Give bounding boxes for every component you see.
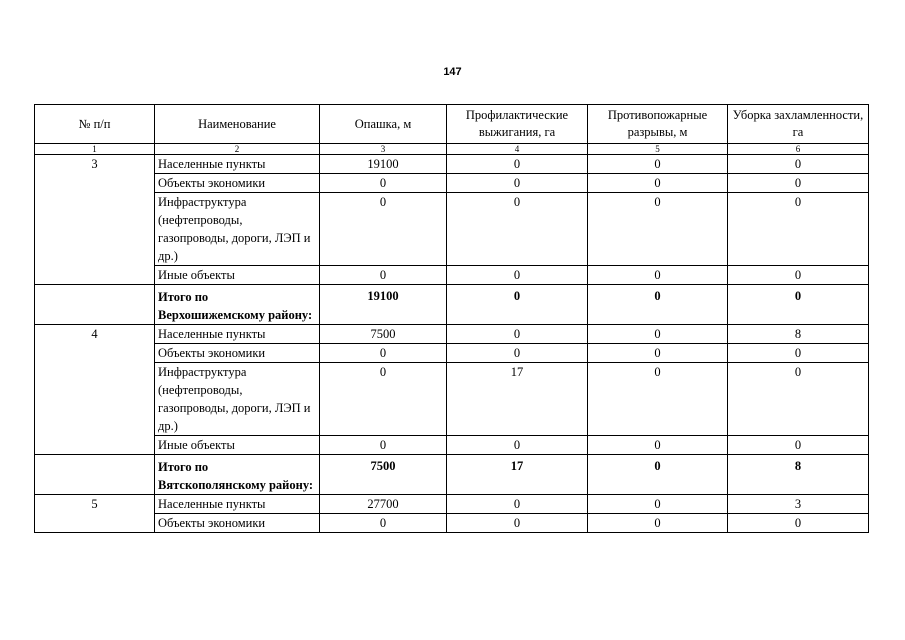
- row-value: 0: [728, 174, 869, 193]
- row-value: 8: [728, 455, 869, 495]
- row-value: 3: [728, 495, 869, 514]
- header-firebreaks: Противопожарные разрывы, м: [588, 105, 728, 144]
- row-value: 0: [447, 495, 588, 514]
- page-number: 147: [443, 66, 462, 78]
- row-value: 7500: [320, 325, 447, 344]
- header-row: [35, 105, 869, 144]
- row-value: 0: [728, 155, 869, 174]
- row-value: 0: [728, 193, 869, 266]
- row-number: 4: [35, 325, 155, 455]
- row-value: 0: [320, 363, 447, 436]
- fire-prevention-table: [34, 104, 869, 533]
- row-value: 17: [447, 455, 588, 495]
- row-value: 0: [447, 155, 588, 174]
- row-value: 19100: [320, 285, 447, 325]
- row-value: 0: [728, 363, 869, 436]
- row-value: 0: [447, 266, 588, 285]
- total-row: [35, 285, 869, 325]
- column-number: 5: [588, 144, 728, 155]
- row-value: 0: [320, 266, 447, 285]
- row-value: 0: [320, 436, 447, 455]
- row-value: 0: [588, 514, 728, 533]
- table-row: [35, 266, 869, 285]
- row-number: 3: [35, 155, 155, 285]
- row-name: Населенные пункты: [155, 325, 320, 344]
- row-value: 0: [320, 193, 447, 266]
- row-value: 0: [728, 344, 869, 363]
- row-value: 0: [588, 363, 728, 436]
- row-value: 8: [728, 325, 869, 344]
- row-name: Объекты экономики: [155, 344, 320, 363]
- header-name: Наименование: [155, 105, 320, 144]
- header-num: № п/п: [35, 105, 155, 144]
- row-value: 0: [728, 436, 869, 455]
- row-number: [35, 285, 155, 325]
- row-name: Объекты экономики: [155, 514, 320, 533]
- row-name: Иные объекты: [155, 266, 320, 285]
- row-name: Инфраструктура (нефтепроводы, газопроводы, дороги, ЛЭП и др.): [155, 193, 320, 266]
- row-value: 0: [447, 514, 588, 533]
- row-name: Объекты экономики: [155, 174, 320, 193]
- table-row: [35, 363, 869, 436]
- row-value: 0: [588, 344, 728, 363]
- row-value: 0: [447, 174, 588, 193]
- table-row: [35, 325, 869, 344]
- row-name: Итого по Вятскополянскому району:: [155, 455, 320, 495]
- table-body: [35, 155, 869, 533]
- table-row: [35, 155, 869, 174]
- column-number-row: [35, 144, 869, 155]
- table-row: [35, 193, 869, 266]
- row-value: 7500: [320, 455, 447, 495]
- row-value: 0: [588, 155, 728, 174]
- total-row: [35, 455, 869, 495]
- row-value: 0: [728, 285, 869, 325]
- row-value: 0: [447, 285, 588, 325]
- row-value: 0: [447, 436, 588, 455]
- column-number: 6: [728, 144, 869, 155]
- row-value: 0: [588, 266, 728, 285]
- header-burning: Профилактические выжигания, га: [447, 105, 588, 144]
- row-value: 0: [447, 344, 588, 363]
- column-number: 1: [35, 144, 155, 155]
- header-plowing: Опашка, м: [320, 105, 447, 144]
- row-value: 0: [588, 325, 728, 344]
- header-clearing: Уборка захламленности, га: [728, 105, 869, 144]
- row-value: 0: [588, 193, 728, 266]
- row-value: 0: [588, 285, 728, 325]
- row-value: 0: [447, 325, 588, 344]
- row-number: [35, 455, 155, 495]
- row-value: 0: [588, 455, 728, 495]
- table-row: [35, 514, 869, 533]
- row-value: 19100: [320, 155, 447, 174]
- row-name: Населенные пункты: [155, 155, 320, 174]
- row-value: 0: [588, 436, 728, 455]
- row-value: 0: [728, 514, 869, 533]
- column-number: 2: [155, 144, 320, 155]
- row-value: 0: [728, 266, 869, 285]
- table-row: [35, 436, 869, 455]
- row-value: 0: [588, 495, 728, 514]
- row-value: 0: [320, 344, 447, 363]
- row-value: 0: [320, 514, 447, 533]
- row-number: 5: [35, 495, 155, 533]
- row-value: 0: [588, 174, 728, 193]
- table-row: [35, 174, 869, 193]
- row-value: 17: [447, 363, 588, 436]
- column-number: 4: [447, 144, 588, 155]
- row-value: 27700: [320, 495, 447, 514]
- row-name: Инфраструктура (нефтепроводы, газопроводы, дороги, ЛЭП и др.): [155, 363, 320, 436]
- table-row: [35, 344, 869, 363]
- row-value: 0: [320, 174, 447, 193]
- row-value: 0: [447, 193, 588, 266]
- row-name: Итого по Верхошижемскому району:: [155, 285, 320, 325]
- row-name: Иные объекты: [155, 436, 320, 455]
- table-row: [35, 495, 869, 514]
- row-name: Населенные пункты: [155, 495, 320, 514]
- column-number: 3: [320, 144, 447, 155]
